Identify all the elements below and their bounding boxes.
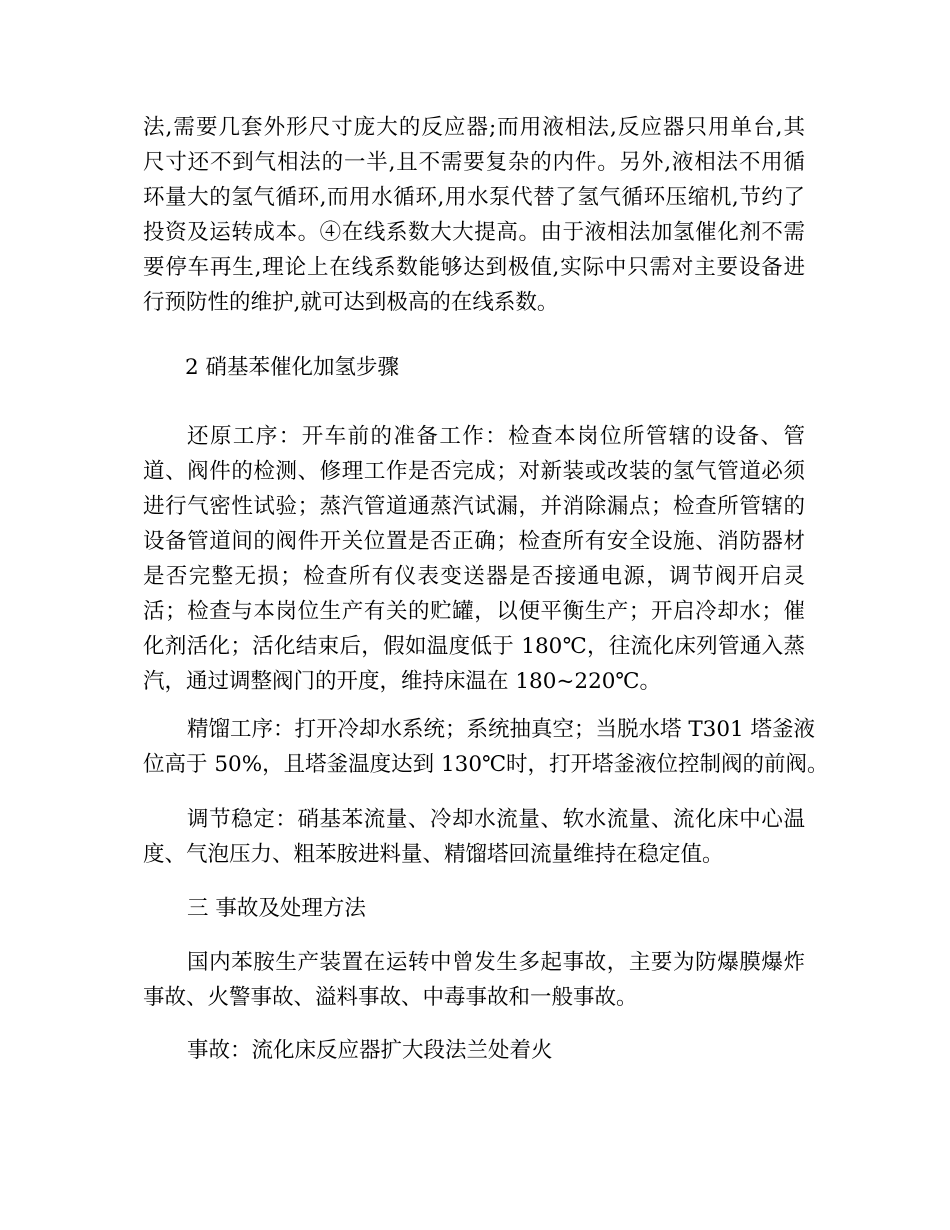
text-line: 尺寸还不到气相法的一半,且不需要复杂的内件。另外,液相法不用循 [143,150,805,175]
section-heading-accidents: 三 事故及处理方法 [187,896,366,921]
paragraph-adjustment [143,802,805,872]
text-line: 化剂活化；活化结束后，假如温度低于 180℃，往流化床列管通入蒸 [143,634,805,659]
text-line: 事故：流化床反应器扩大段法兰处着火 [187,1038,553,1063]
section-heading-steps: 2 硝基苯催化加氢步骤 [185,355,400,380]
text-line: 调节稳定：硝基苯流量、冷却水流量、软水流量、流化床中心温 [187,807,805,832]
text-line: 汽，通过调整阀门的开度，维持床温在 180~220℃。 [143,669,661,694]
text-line: 投资及运转成本。④在线系数大大提高。由于液相法加氢催化剂不需 [143,220,805,245]
paragraph-continued [143,110,805,320]
text-line: 道、阀件的检测、修理工作是否完成；对新装或改装的氢气管道必须 [143,459,805,484]
text-line: 还原工序：开车前的准备工作：检查本岗位所管辖的设备、管 [187,424,805,449]
text-line: 要停车再生,理论上在线系数能够达到极值,实际中只需对主要设备进 [143,255,805,280]
text-line: 行预防性的维护,就可达到极高的在线系数。 [143,290,559,315]
text-line: 设备管道间的阀件开关位置是否正确；检查所有安全设施、消防器材 [143,529,805,554]
text-line: 精馏工序：打开冷却水系统；系统抽真空；当脱水塔 T301 塔釜液 [187,717,816,742]
paragraph-accidents-intro [143,945,805,1015]
text-line: 度、气泡压力、粗苯胺进料量、精馏塔回流量维持在稳定值。 [143,842,724,867]
text-line: 国内苯胺生产装置在运转中曾发生多起事故，主要为防爆膜爆炸 [187,950,805,975]
paragraph-distillation [143,712,829,782]
text-line: 事故、火警事故、溢料事故、中毒事故和一般事故。 [143,985,638,1010]
text-line: 位高于 50%，且塔釜温度达到 130℃时，打开塔釜液位控制阀的前阀。 [143,752,829,777]
text-line: 法,需要几套外形尺寸庞大的反应器;而用液相法,反应器只用单台,其 [143,115,805,140]
text-line: 进行气密性试验；蒸汽管道通蒸汽试漏，并消除漏点；检查所管辖的 [143,494,805,519]
text-line: 是否完整无损；检查所有仪表变送器是否接通电源，调节阀开启灵 [143,564,805,589]
text-line: 环量大的氢气循环,而用水循环,用水泵代替了氢气循环压缩机,节约了 [143,185,805,210]
paragraph-reduction [143,419,805,699]
paragraph-accident-item [143,1033,805,1068]
text-line: 活；检查与本岗位生产有关的贮罐，以便平衡生产；开启冷却水；催 [143,599,805,624]
